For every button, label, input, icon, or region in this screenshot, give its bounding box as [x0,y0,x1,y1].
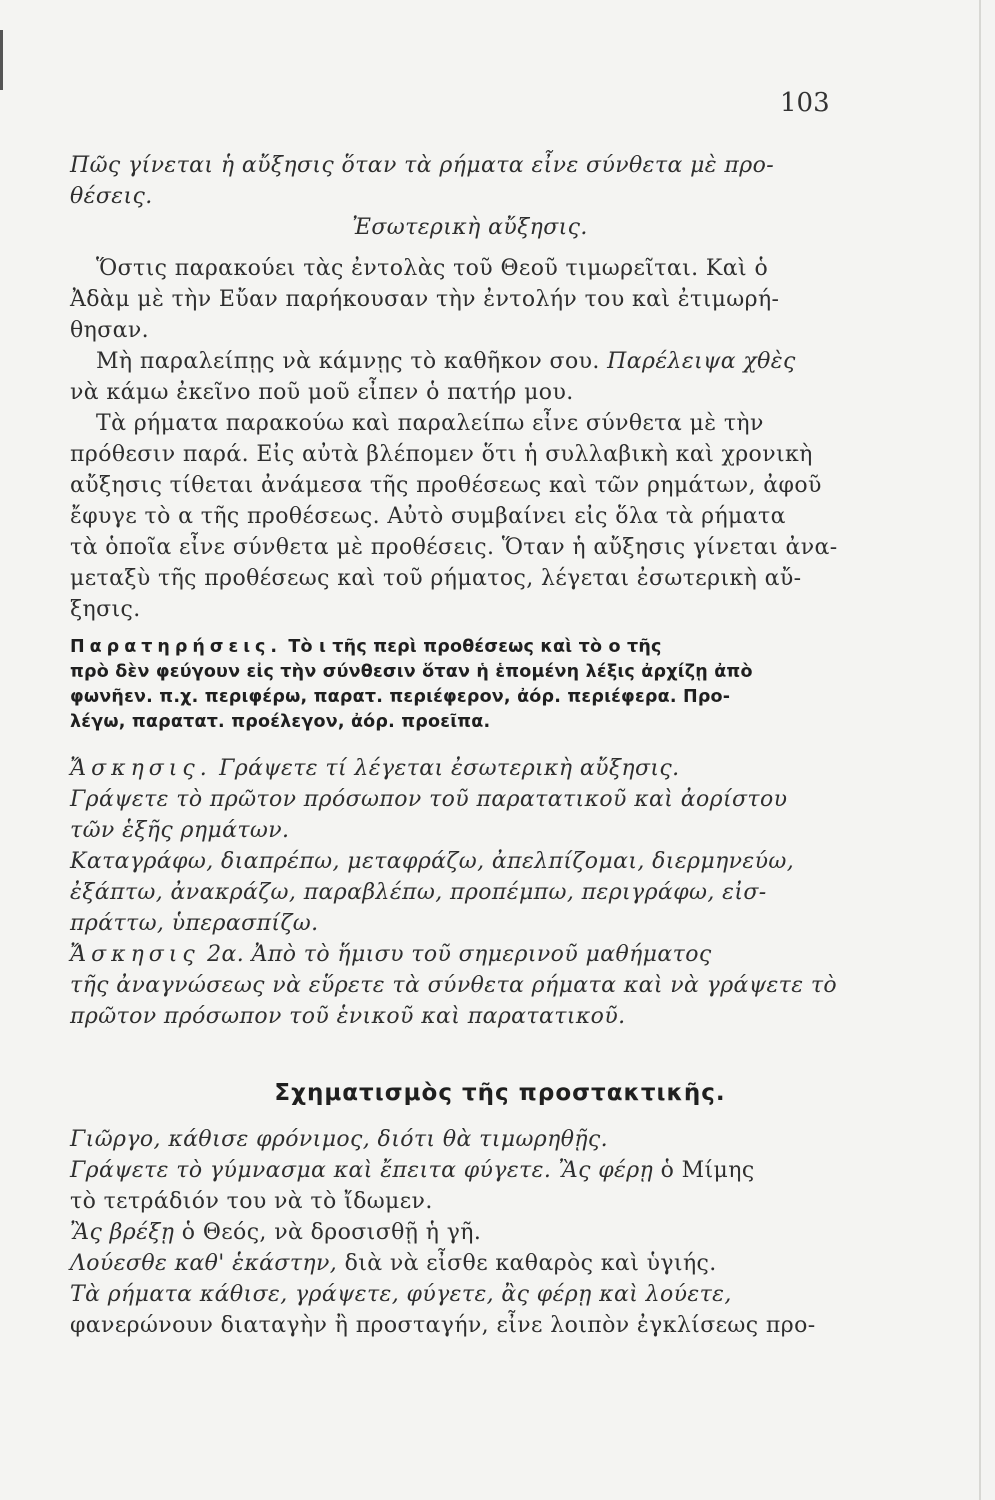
paragraph-3-line-6: μεταξὺ τῆς προθέσεως καὶ τοῦ ρήματος, λέγεται ἐσωτερικὴ αὔ- [70,566,802,591]
imperative-line-5 [70,1248,870,1279]
notes-label: Παρατηρήσεις. [70,637,283,657]
main-text [70,150,870,1341]
imperative-line-2-b: ὁ Μίμης [653,1158,755,1183]
paragraph-2-line-1-a: Μὴ παραλείπῃς νὰ κάμνῃς τὸ καθῆκον σου. [96,349,600,374]
imperative-line-4-a: Ἂς βρέξῃ [70,1220,175,1245]
exercise-1c-line-1: Καταγράφω, διαπρέπω, μεταφράζω, ἀπελπίζομαι, διερμηνεύω, [70,849,795,874]
notes-line-1-rest: Τὸ ι τῆς περὶ προθέσεως καὶ τὸ ο τῆς [282,637,662,657]
notes-line-2: πρὸ δὲν φεύγουν εἰς τὴν σύνθεσιν ὅταν ἡ ἑπομένη λέξις ἀρχίζῃ ἀπὸ [70,662,753,682]
paragraph-3-line-3: αὔξησις τίθεται ἀνάμεσα τῆς προθέσεως καὶ τῶν ρημάτων, ἀφοῦ [70,473,822,498]
imperative-line-7: φανερώνουν διαταγὴν ἢ προσταγήν, εἶνε λοιπὸν ἐγκλίσεως προ- [70,1313,816,1338]
imperative-line-2-a: Γράψετε τὸ γύμνασμα καὶ ἔπειτα φύγετε. Ἂς φέρῃ [70,1158,654,1183]
imperative-line-1: Γιῶργο, κάθισε φρόνιμος, διότι θὰ τιμωρηθῇς. [70,1127,609,1152]
question-line-2: θέσεις. [70,184,153,209]
question-line-1: Πῶς γίνεται ἡ αὔξησις ὅταν τὰ ρήματα εἶνε σύνθετα μὲ προ- [70,153,775,178]
exercise-1c-line-3: πράττω, ὑπερασπίζω. [70,911,319,936]
exercise-2-text: 2α. Ἀπὸ τὸ ἥμισυ τοῦ σημερινοῦ μαθήματος [199,942,712,967]
paragraph-3-line-4: ἔφυγε τὸ α τῆς προθέσεως. Αὐτὸ συμβαίνει εἰς ὅλα τὰ ρήματα [70,504,786,529]
paragraph-1-line-3: θησαν. [70,318,150,343]
exercise-1-text: Γράψετε τί λέγεται ἐσωτερικὴ αὔξησις. [211,756,680,781]
paragraph-3-line-1: Τὰ ρήματα παρακούω καὶ παραλείπω εἶνε σύνθετα μὲ τὴν [96,411,764,436]
notes-line-1 [70,635,870,660]
imperative-line-4 [70,1217,870,1248]
notes-line-4: λέγω, παρατατ. προέλεγον, ἀόρ. προεῖπα. [70,712,491,732]
exercise-2-line-3: πρῶτον πρόσωπον τοῦ ἑνικοῦ καὶ παρατατικοῦ. [70,1004,626,1029]
paragraph-3-line-2: πρόθεσιν παρά. Εἰς αὐτὰ βλέπομεν ὅτι ἡ συλλαβικὴ καὶ χρονικὴ [70,442,813,467]
notes-line-3: φωνῆεν. π.χ. περιφέρω, παρατ. περιέφερον, ἀόρ. περιέφερα. Προ- [70,687,731,707]
imperative-line-6: Τὰ ρήματα κάθισε, γράψετε, φύγετε, ἂς φέρῃ καὶ λούετε, [70,1282,732,1307]
exercise-1c-line-2: ἐξάπτω, ἀνακράζω, παραβλέπω, προπέμπω, περιγράφω, εἰσ- [70,880,767,905]
exercise-2-line-2: τῆς ἀναγνώσεως νὰ εὕρετε τὰ σύνθετα ρήματα καὶ νὰ γράψετε τὸ [70,973,838,998]
exercise-2-label: Ἄσκησις [70,942,200,967]
exercise-1b-line-1: Γράψετε τὸ πρῶτον πρόσωπον τοῦ παρατατικοῦ καὶ ἀορίστου [70,787,788,812]
imperative-line-5-a: Λούεσθε καθ' ἑκάστην, [70,1251,338,1276]
paragraph-1-line-1: Ὅστις παρακούει τὰς ἐντολὰς τοῦ Θεοῦ τιμωρεῖται. Καὶ ὁ [96,256,769,281]
paragraph-2-line-1-b: Παρέλειψα χθὲς [599,349,796,374]
paragraph-3-line-7: ξησις. [70,597,141,622]
paragraph-1-line-2: Ἀδὰμ μὲ τὴν Εὔαν παρήκουσαν τὴν ἐντολήν του καὶ ἐτιμωρή- [70,287,780,312]
spacer [70,243,870,253]
imperative-line-3: τὸ τετράδιόν του νὰ τὸ ἴδωμεν. [70,1189,433,1214]
page-number: 103 [780,88,830,118]
page-edge-left [0,30,3,90]
imperative-line-4-b: ὁ Θεός, νὰ δροσισθῇ ἡ γῆ. [174,1220,482,1245]
exercise-1-line [70,753,870,784]
section-title-imperative: Σχηματισμὸς τῆς προστακτικῆς. [274,1080,726,1106]
paragraph-3-line-5: τὰ ὁποῖα εἶνε σύνθετα μὲ προθέσεις. Ὅταν ἡ αὔξησις γίνεται ἀνα- [70,535,838,560]
spacer [70,1106,870,1124]
exercise-2-line-1 [70,939,870,970]
imperative-line-2 [70,1155,870,1186]
paragraph-2-line-1 [70,346,870,377]
imperative-line-5-b: διὰ νὰ εἶσθε καθαρὸς καὶ ὑγιής. [337,1251,717,1276]
spacer [70,1032,870,1080]
exercise-1-label: Ἄσκησις. [70,756,212,781]
exercise-1b-line-2: τῶν ἑξῆς ρημάτων. [70,818,290,843]
page-edge-right [979,0,981,1500]
spacer [70,625,870,635]
paragraph-2-line-2: νὰ κάμω ἐκεῖνο ποῦ μοῦ εἶπεν ὁ πατήρ μου. [70,380,574,405]
spacer [70,735,870,753]
section-heading-internal-augment: Ἐσωτερικὴ αὔξησις. [352,215,588,240]
